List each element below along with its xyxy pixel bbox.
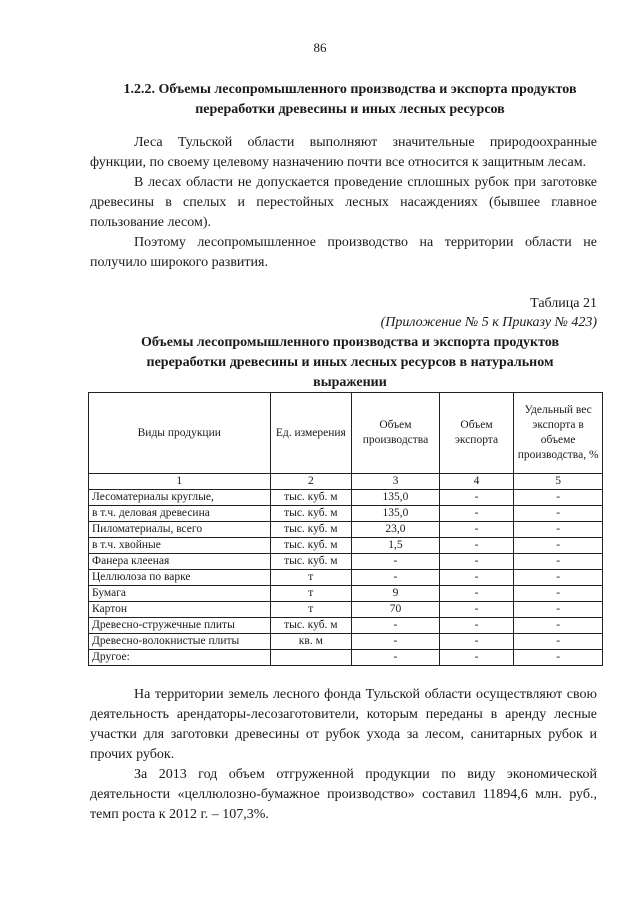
closing-text bbox=[90, 685, 597, 825]
product-name-cell: в т.ч. хвойные bbox=[89, 538, 271, 554]
table-cell: - bbox=[439, 602, 513, 618]
column-number: 4 bbox=[439, 474, 513, 490]
table-row bbox=[89, 650, 603, 666]
header-production-volume: Объем производства bbox=[352, 393, 440, 474]
table-cell: - bbox=[439, 506, 513, 522]
product-name-cell: Древесно-стружечные плиты bbox=[89, 618, 271, 634]
table-cell: - bbox=[514, 602, 603, 618]
table-cell: т bbox=[270, 602, 352, 618]
table-cell: тыс. куб. м bbox=[270, 490, 352, 506]
section-heading-line-2: переработки древесины и иных лесных ресурсов bbox=[195, 102, 505, 117]
table-cell: - bbox=[514, 506, 603, 522]
product-name-cell: в т.ч. деловая древесина bbox=[89, 506, 271, 522]
page-number: 86 bbox=[313, 40, 327, 55]
table-cell: - bbox=[514, 586, 603, 602]
table-row bbox=[89, 506, 603, 522]
table-cell: - bbox=[439, 570, 513, 586]
table-cell: 1,5 bbox=[352, 538, 440, 554]
table-cell: 135,0 bbox=[352, 506, 440, 522]
table-cell: - bbox=[352, 570, 440, 586]
paragraph-3: Поэтому лесопромышленное производство на территории области не получило широкого развития. bbox=[90, 235, 597, 270]
table-note: (Приложение № 5 к Приказу № 423) bbox=[380, 315, 597, 330]
table-cell: - bbox=[439, 634, 513, 650]
table-cell: - bbox=[352, 634, 440, 650]
table-title-line-1: Объемы лесопромышленного производства и экспорта продуктов bbox=[140, 335, 560, 350]
paragraph-5: За 2013 год объем отгруженной продукции по виду экономической деятельности «целлюлозно-бумажное производство» составил 11894,6 млн. руб., темп роста к 2012 г. – 107,3%. bbox=[90, 767, 597, 822]
table-cell: - bbox=[352, 650, 440, 666]
table-cell: - bbox=[514, 634, 603, 650]
table-cell bbox=[270, 650, 352, 666]
product-name-cell: Лесоматериалы круглые, bbox=[89, 490, 271, 506]
header-product-type: Виды продукции bbox=[89, 393, 271, 474]
table-header-row bbox=[89, 393, 603, 474]
product-name-cell: Картон bbox=[89, 602, 271, 618]
table-row bbox=[89, 522, 603, 538]
table-cell: 23,0 bbox=[352, 522, 440, 538]
paragraph-2: В лесах области не допускается проведение сплошных рубок при заготовке древесины в спелых и перестойных лесных насаждениях (бывшее главное пользование лесом). bbox=[90, 175, 597, 230]
table-row bbox=[89, 490, 603, 506]
table-cell: - bbox=[514, 618, 603, 634]
table-cell: тыс. куб. м bbox=[270, 618, 352, 634]
table-cell: - bbox=[352, 554, 440, 570]
table-cell: - bbox=[439, 522, 513, 538]
table-cell: 70 bbox=[352, 602, 440, 618]
header-export-share: Удельный вес экспорта в объеме производства, % bbox=[514, 393, 603, 474]
table-cell: кв. м bbox=[270, 634, 352, 650]
table-cell: тыс. куб. м bbox=[270, 538, 352, 554]
product-name-cell: Целлюлоза по варке bbox=[89, 570, 271, 586]
table-cell: - bbox=[439, 650, 513, 666]
section-heading bbox=[90, 80, 610, 120]
table-cell: - bbox=[514, 570, 603, 586]
column-number: 5 bbox=[514, 474, 603, 490]
table-number: Таблица 21 bbox=[530, 296, 597, 311]
production-table bbox=[88, 392, 603, 666]
table-cell: т bbox=[270, 586, 352, 602]
table-column-numbers-row bbox=[89, 474, 603, 490]
paragraph-4: На территории земель лесного фонда Тульской области осуществляют свою деятельность арендаторы-лесозаготовители, которым переданы в аренду лесные участки для заготовки древесины от рубок ухода за лесом, санитарных рубок и прочих рубок. bbox=[90, 687, 597, 762]
table-row bbox=[89, 634, 603, 650]
table-row bbox=[89, 554, 603, 570]
product-name-cell: Древесно-волокнистые плиты bbox=[89, 634, 271, 650]
product-name-cell: Бумага bbox=[89, 586, 271, 602]
column-number: 2 bbox=[270, 474, 352, 490]
table-cell: - bbox=[439, 554, 513, 570]
table-cell: - bbox=[514, 650, 603, 666]
product-name-cell: Другое: bbox=[89, 650, 271, 666]
table-title-line-3: выражении bbox=[313, 375, 387, 390]
paragraph-1: Леса Тульской области выполняют значительные природоохранные функции, по своему целевому назначению почти все относится к защитным лесам. bbox=[90, 135, 597, 170]
table-cell: т bbox=[270, 570, 352, 586]
table-cell: - bbox=[352, 618, 440, 634]
table-cell: 135,0 bbox=[352, 490, 440, 506]
table-row bbox=[89, 570, 603, 586]
table-cell: тыс. куб. м bbox=[270, 554, 352, 570]
table-title-line-2: переработки древесины и иных лесных ресурсов в натуральном bbox=[146, 355, 554, 370]
header-export-volume: Объем экспорта bbox=[439, 393, 513, 474]
table-cell: - bbox=[439, 586, 513, 602]
table-cell: тыс. куб. м bbox=[270, 522, 352, 538]
section-heading-line-1: 1.2.2. Объемы лесопромышленного производства и экспорта продуктов bbox=[123, 82, 577, 97]
table-cell: - bbox=[439, 618, 513, 634]
table-row bbox=[89, 538, 603, 554]
table-cell: - bbox=[514, 538, 603, 554]
table-title bbox=[100, 333, 600, 393]
table-row bbox=[89, 618, 603, 634]
column-number: 1 bbox=[89, 474, 271, 490]
table-cell: - bbox=[514, 490, 603, 506]
table-cell: - bbox=[439, 538, 513, 554]
column-number: 3 bbox=[352, 474, 440, 490]
table-cell: тыс. куб. м bbox=[270, 506, 352, 522]
product-name-cell: Пиломатериалы, всего bbox=[89, 522, 271, 538]
table-cell: - bbox=[514, 522, 603, 538]
table-row bbox=[89, 602, 603, 618]
table-cell: - bbox=[514, 554, 603, 570]
table-cell: 9 bbox=[352, 586, 440, 602]
product-name-cell: Фанера клееная bbox=[89, 554, 271, 570]
table-cell: - bbox=[439, 490, 513, 506]
table-row bbox=[89, 586, 603, 602]
header-unit: Ед. измерения bbox=[270, 393, 352, 474]
intro-text bbox=[90, 133, 597, 273]
